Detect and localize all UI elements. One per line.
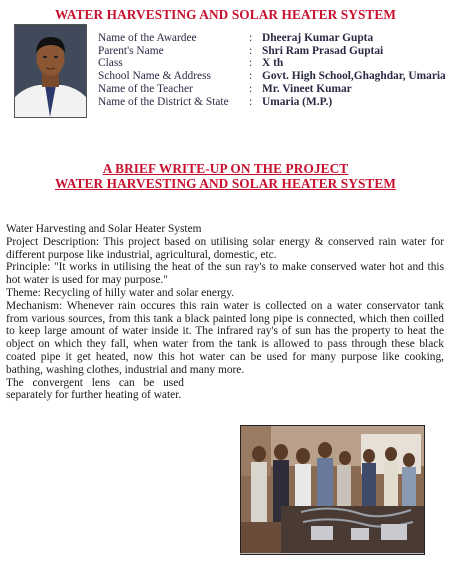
detail-label: Name of the Awardee [98, 32, 197, 44]
detail-colon: : [249, 70, 253, 83]
project-title-line: Water Harvesting and Solar Heater System [6, 223, 202, 235]
project-mechanism: Mechanism: Whenever rain occures this rain water is collected on a water conservator tank from various sources, from this tank a black painted long pipe is connected, which then coilled to keep large amount of water inside it. The infrared ray's of sun has the property to heat the object on which they fall, when water from the tank is allowed to pass through these black coated pipe it get heated, now this hot water can be used for many purpose like cooking, bathing, washing clothes, industrial and many more. [6, 299, 444, 376]
detail-label: Class [98, 57, 123, 70]
project-description: Project Description: This project based on utilising solar energy & conserved rain water for different purpose like industrial, agricultural, domestic, etc. [6, 235, 444, 261]
detail-colon: : [249, 57, 253, 70]
exhibition-photo [240, 425, 425, 555]
detail-value: X th [262, 57, 284, 70]
detail-value: Dheeraj Kumar Gupta [262, 32, 374, 44]
detail-colon: : [249, 95, 253, 108]
awardee-portrait-image [15, 25, 86, 117]
project-body [6, 223, 444, 402]
project-lens-line1: The convergent lens can be used [6, 376, 184, 389]
detail-value: Shri Ram Prasad Guptai [262, 44, 384, 57]
project-principle: Principle: "It works in utilising the heat of the sun ray's to make conserved water hot and this hot water is used for may purpose." [6, 261, 444, 287]
detail-colon: : [249, 44, 253, 57]
detail-colon: : [249, 32, 253, 44]
writeup-heading: A BRIEF WRITE-UP ON THE PROJECT [102, 161, 349, 176]
detail-colon: : [249, 82, 253, 95]
exhibition-scene-image [241, 426, 424, 554]
awardee-photo [14, 24, 87, 118]
detail-value: Govt. High School,Ghaghdar, Umaria [262, 70, 446, 83]
detail-label: Parent's Name [98, 44, 164, 57]
detail-label: Name of the District & State [98, 95, 229, 108]
photo-shadow [240, 553, 424, 554]
detail-label: School Name & Address [98, 70, 211, 83]
project-lens-line2: separately for further heating of water. [6, 389, 182, 402]
writeup-subheading: WATER HARVESTING AND SOLAR HEATER SYSTEM [54, 176, 397, 191]
detail-value: Umaria (M.P.) [262, 95, 333, 108]
project-theme: Theme: Recycling of hilly water and solar energy. [6, 286, 235, 299]
detail-label: Name of the Teacher [98, 82, 193, 95]
document-title: WATER HARVESTING AND SOLAR HEATER SYSTEM [54, 7, 397, 22]
detail-value: Mr. Vineet Kumar [262, 82, 352, 95]
